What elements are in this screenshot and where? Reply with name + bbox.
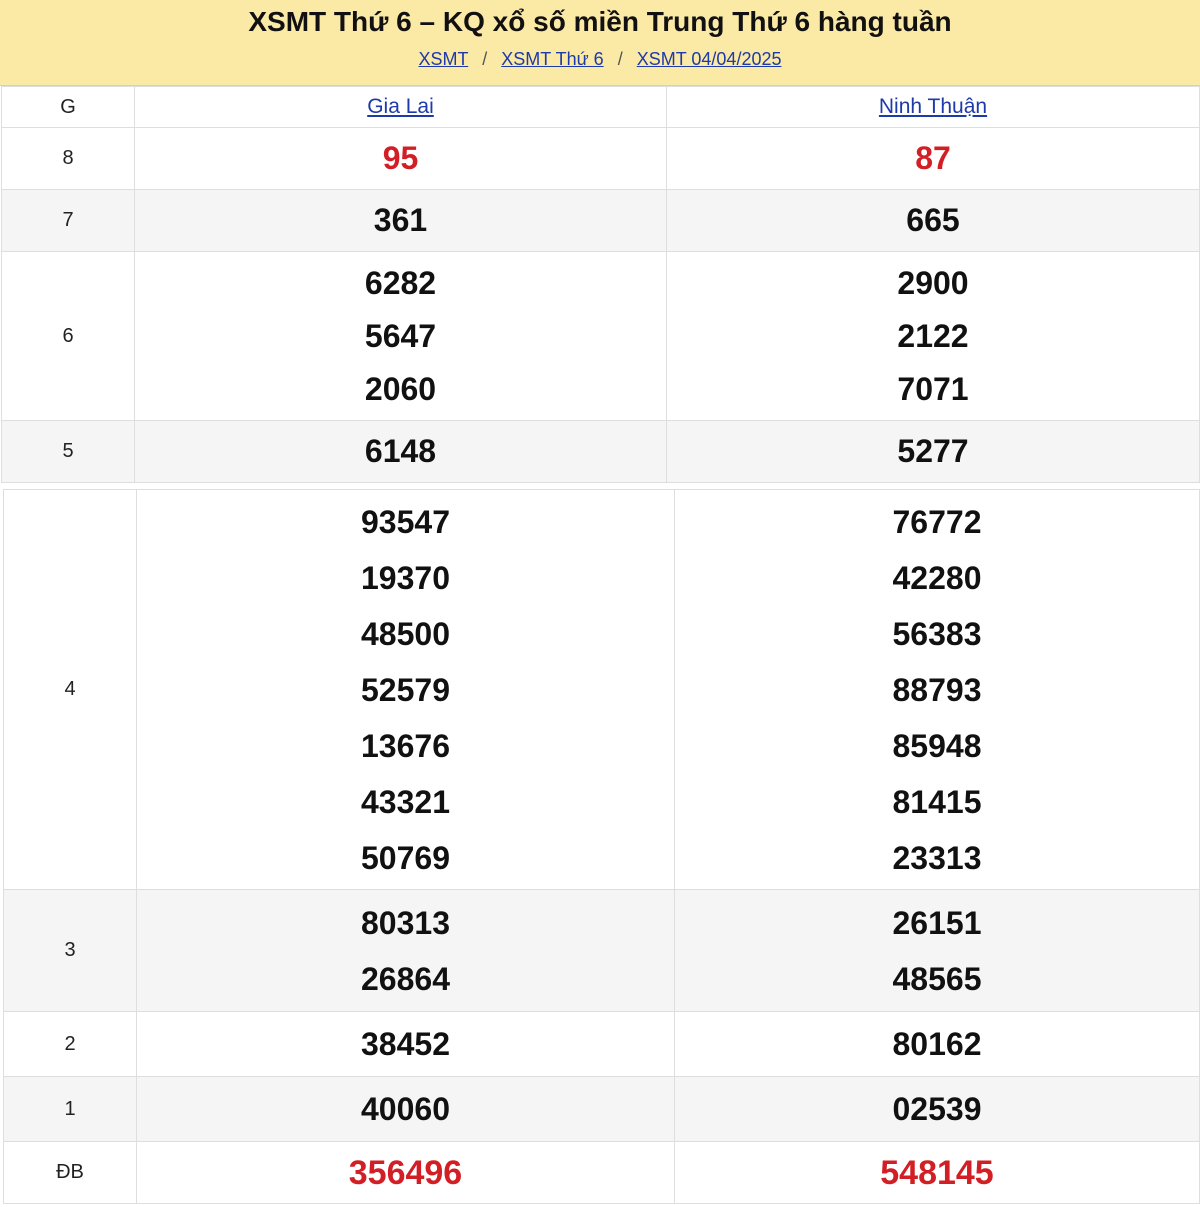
result-number: 13676 xyxy=(361,727,450,764)
result-cell-ninh-thuan xyxy=(675,1012,1200,1077)
breadcrumb-xsmt[interactable]: XSMT xyxy=(418,49,469,69)
result-number: 26864 xyxy=(361,960,450,997)
result-number: 361 xyxy=(373,202,428,238)
prize-label: 3 xyxy=(4,890,137,1012)
result-number: 85948 xyxy=(892,727,982,764)
result-cell-ninh-thuan xyxy=(675,1142,1200,1204)
prize-row-8 xyxy=(2,128,1200,190)
result-number: 26151 xyxy=(892,904,982,941)
result-cell-ninh-thuan xyxy=(667,128,1200,190)
result-cell-ninh-thuan xyxy=(675,1077,1200,1142)
result-number: 42280 xyxy=(892,559,982,596)
result-number: 80162 xyxy=(892,1026,982,1062)
province-header-ninh-thuan xyxy=(667,87,1200,128)
result-number: 88793 xyxy=(892,671,982,708)
breadcrumb-separator: / xyxy=(617,49,623,69)
result-number: 5647 xyxy=(364,317,437,354)
province-link-gia-lai[interactable]: Gia Lai xyxy=(367,95,434,118)
table-header-row xyxy=(2,87,1200,128)
prize-label: 2 xyxy=(4,1012,137,1077)
prize-label: 1 xyxy=(4,1077,137,1142)
prize-row-4 xyxy=(4,490,1200,890)
result-cell-ninh-thuan xyxy=(667,190,1200,252)
result-cell-gia-lai xyxy=(135,190,667,252)
prize-column-header: G xyxy=(2,87,135,128)
prize-row-2 xyxy=(4,1012,1200,1077)
result-number: 40060 xyxy=(361,1091,450,1127)
result-number: 38452 xyxy=(361,1026,450,1062)
result-number: 43321 xyxy=(361,783,450,820)
page-title: XSMT Thứ 6 – KQ xổ số miền Trung Thứ 6 hàng tuần xyxy=(248,6,952,37)
prize-row-special xyxy=(4,1142,1200,1204)
result-cell-gia-lai xyxy=(135,421,667,483)
results-table-top xyxy=(1,86,1200,483)
result-number: 19370 xyxy=(361,559,450,596)
result-cell-gia-lai xyxy=(137,490,675,890)
result-number: 93547 xyxy=(361,503,450,540)
result-cell-gia-lai xyxy=(135,128,667,190)
result-number: 02539 xyxy=(892,1091,982,1127)
result-number: 7071 xyxy=(897,370,969,407)
result-number: 2060 xyxy=(364,370,437,407)
result-number: 56383 xyxy=(892,615,982,652)
prize-label: ĐB xyxy=(4,1142,137,1204)
result-number: 2900 xyxy=(897,264,969,301)
prize-row-3 xyxy=(4,890,1200,1012)
breadcrumb-separator: / xyxy=(482,49,488,69)
result-cell-gia-lai xyxy=(137,1077,675,1142)
special-prize-number: 548145 xyxy=(880,1153,994,1192)
prize-row-6 xyxy=(2,252,1200,421)
result-number: 6282 xyxy=(364,264,437,301)
result-cell-gia-lai xyxy=(137,1142,675,1204)
result-cell-ninh-thuan xyxy=(667,421,1200,483)
result-number: 76772 xyxy=(892,503,982,540)
special-prize-number: 356496 xyxy=(348,1153,463,1192)
breadcrumb-xsmt-thu-6[interactable]: XSMT Thứ 6 xyxy=(501,49,604,69)
result-number: 5277 xyxy=(897,433,969,469)
result-cell-ninh-thuan xyxy=(667,252,1200,421)
result-cell-gia-lai xyxy=(137,1012,675,1077)
result-number: 48565 xyxy=(892,960,982,997)
results-table-bottom xyxy=(3,489,1200,1204)
result-number: 52579 xyxy=(361,671,450,708)
page-header xyxy=(0,0,1200,86)
result-number: 665 xyxy=(906,202,960,238)
result-number: 6148 xyxy=(364,433,437,469)
result-number: 2122 xyxy=(897,317,969,354)
province-header-gia-lai xyxy=(135,87,667,128)
prize-row-1 xyxy=(4,1077,1200,1142)
result-number: 23313 xyxy=(892,839,982,876)
result-cell-gia-lai xyxy=(137,890,675,1012)
prize-row-5 xyxy=(2,421,1200,483)
prize-label: 4 xyxy=(4,490,137,890)
prize-label: 5 xyxy=(2,421,135,483)
result-cell-gia-lai xyxy=(135,252,667,421)
prize-label: 7 xyxy=(2,190,135,252)
prize-label: 8 xyxy=(2,128,135,190)
result-number: 87 xyxy=(915,140,951,176)
result-cell-ninh-thuan xyxy=(675,890,1200,1012)
result-number: 81415 xyxy=(892,783,982,820)
result-number: 48500 xyxy=(361,615,450,652)
prize-label: 6 xyxy=(2,252,135,421)
breadcrumb xyxy=(0,48,1200,70)
result-cell-ninh-thuan xyxy=(675,490,1200,890)
result-number: 80313 xyxy=(361,904,450,941)
result-number: 95 xyxy=(382,140,419,176)
province-link-ninh-thuan[interactable]: Ninh Thuận xyxy=(878,95,988,118)
prize-row-7 xyxy=(2,190,1200,252)
breadcrumb-xsmt-date[interactable]: XSMT 04/04/2025 xyxy=(636,49,782,69)
result-number: 50769 xyxy=(361,839,450,876)
